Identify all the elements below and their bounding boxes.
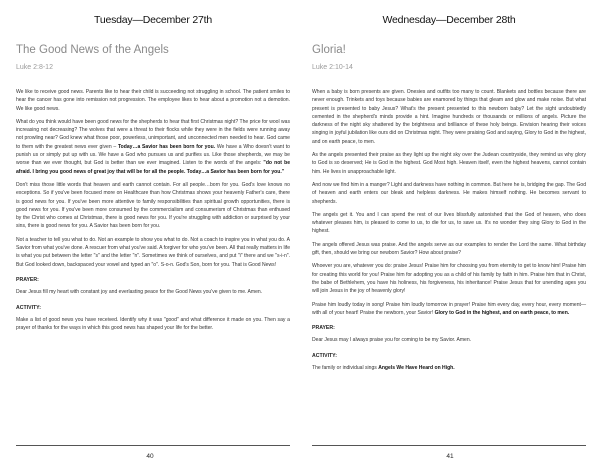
activity-label: ACTIVITY: [312,352,337,359]
devotion-title: Gloria! [312,44,346,56]
devotion-body [16,88,290,332]
paragraph: The angels get it. You and I can spend the rest of our lives blissfully astonished that the God of heaven, who does whatever pleases him, is pleased to come to us, to die for us, to save us. It's no wonder they sing Glory to God in the highest. [312,211,586,235]
paragraph: As the angels presented their praise as they light up the night sky over the Judean countryside, they remind us why glory to God is so deserved; He is God in the highest. God Most high. Heaven itself, even the highest heavens, cannot contain him. He lives in unapproachable light. [312,152,586,175]
paragraph: Don't miss those little words that heaven and earth cannot contain. For all people…born for you. God's love knows no exceptions. So if you've been focused more on Healthcare than how Christmas shows your heavenly Father's care, there is good news for you. If you've been more attentive to family responsibilities than spiritual growth opportunities, there is good news for you. If you've been more consumed by the commercialism and consumerism of Christmas than enthused by the Christ who comes at Christmas, there is good news for you. If you're struggling with addiction or surprised by your sins, there is good news for you. A Savior has been born for you. [16,181,290,230]
paragraph [312,301,586,318]
paragraph-text: The family or individual sings [312,365,377,372]
right-page [300,0,600,463]
paragraph: The angels offered Jesus was praise. And the angels serve as our examples to render the Lord the same. What birthday gift, then, should we bring our newborn Savior? How about praise? [312,241,586,257]
page-number: 41 [446,453,454,460]
prayer-label: PRAYER: [312,325,335,332]
prayer-label: PRAYER: [16,276,39,283]
emphasis-text: Angels We Have Heard on High. [378,365,455,372]
paragraph: When a baby is born presents are given. Onesies and outfits too many to count. Blankets and bottles because there are never enough. Trinkets and toys because babies are enamored by things that gleam and glow and make noise. But what present is presented to baby Jesus? What's the present presented to this newborn baby? Let the sight undoubtedly cemented in the shepherd's minds provide a hint. Imagine hundreds or thousands or millions of angels. Picture the darkness of the night sky shattered by the brightness and brilliance of these holy beings. Envision hearing their voices singing in joyful jubilation like ours did on Christmas night. They were praising God and saying, Glory to God in the highest, and on earth peace, to men. [312,89,586,145]
day-header: Wednesday—December 28th [382,14,516,26]
scripture-reference: Luke 2:8-12 [16,64,53,71]
activity-text: Make a list of good news you have received. Identify why it was "good" and what difference it made on you. Then say a prayer of thanks for the ways in which this good news has shaped your life for the better. [16,316,290,332]
paragraph-text: We have a [216,143,242,150]
emphasis-text: Today…a Savior has been born for you. [117,143,216,150]
paragraph-text: Who doesn't want to punish us or simply put up with us. We have a God who pursues us and purifies us. Like those shepherds, we may be worse than we ever thought, but God is better than we ever imagined. Listen to the words of the angels: [16,143,290,167]
prayer-text: Dear Jesus fill my heart with constant joy and everlasting peace for the Good News you've given to me. Amen. [16,289,263,296]
devotion-body [312,88,586,372]
footer-divider [16,445,290,446]
day-header: Tuesday—December 27th [94,14,212,26]
paragraph: We like to receive good news. Parents like to hear their child is succeeding not struggling in school. The patient smiles to hear the cancer has gone into remission not progression. The employee likes to hear about a promotion not a demotion. We like good news. [16,89,290,112]
paragraph: And now we find him in a manger? Light and darkness have nothing in common. But here he is, bridging the gap. The God of heaven and earth enters our bleak and helpless darkness. He makes himself nothing. He becomes servant to shepherds. [312,181,586,205]
paragraph-text: Praise him loudly today in song! Praise him loudly tomorrow in prayer! Praise him every day, every hour, every moment— with all of your heart! Praise the newborn, your Savior! [312,301,586,316]
devotion-title: The Good News of the Angels [16,44,169,56]
paragraph-text: What do you think would have been good news for the shepherds to hear that first Christmas night? The price for wool was increasing not decreasing? The wolves that were a threat to their flocks while they were in the fields were running away not prowling near? God knew what those poor, powerless, unimportant, and unconnected men needed to hear. God came to them with the greatest news ever given – [16,118,290,150]
paragraph [16,118,290,176]
emphasis-text: "do not be afraid. I bring you good news of great joy that will be for all the people. Today…a Savior has been born for you." [16,160,291,175]
page-number: 40 [146,453,154,460]
activity-label: ACTIVITY: [16,304,41,311]
prayer-text: Dear Jesus may I always praise you for coming to be my Savior. Amen. [312,337,472,344]
paragraph: Not a teacher to tell you what to do. Not an example to show you what to do. Not a coach to inspire you in what you do. A Savior from what you've done. A rescuer from what you've said. A forgiver for who you've been. All that really matters in life is what you put between the letter "s" and the letter "n". Sometimes we think of ourselves, and put "i" there and we "s-i-n". But God looked down, backspaced your vowel and typed an "o". S-o-n. God's Son, born for you. That is Good News! [16,236,290,268]
scripture-reference: Luke 2:10-14 [312,64,353,71]
emphasis-text: Glory to God in the highest, and on earth peace, to men. [434,309,570,316]
paragraph: Whoever you are, whatever you do: praise Jesus! Praise him for choosing you from eternity to get to know him! Praise him for creating this world for you! Praise him for adopting you as a child of his family by faith in him. Praise him that in Christ, the babe of Bethlehem, you have his holiness, his forgiveness, his inheritance! Praise Jesus that for unending ages you will join Jesus in the joy of heavenly glory! [312,263,586,295]
activity-text [312,364,586,372]
footer-divider [312,445,586,446]
